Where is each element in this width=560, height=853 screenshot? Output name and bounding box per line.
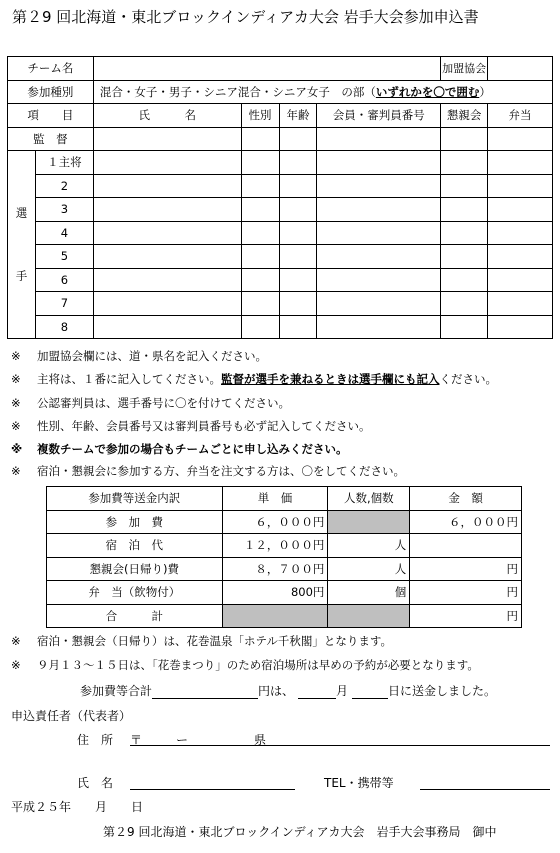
cell[interactable] — [441, 198, 488, 222]
cell[interactable] — [317, 292, 441, 316]
player-number: 3 — [35, 198, 93, 222]
fee-col-amount: 金 額 — [410, 487, 522, 511]
fee-table — [46, 486, 522, 628]
col-name: 氏 名 — [93, 104, 241, 128]
cell[interactable] — [488, 221, 553, 245]
fee-price: ８，７００円 — [222, 557, 328, 581]
postal-dash: ー — [176, 733, 189, 747]
cell[interactable] — [241, 127, 279, 151]
cell[interactable] — [488, 127, 553, 151]
cell[interactable] — [93, 151, 241, 175]
note-1: ※ 加盟協会欄には、道・県名を記入ください。 — [11, 349, 267, 363]
fee-amount[interactable]: 円 — [410, 557, 522, 581]
address-label: 住 所 — [77, 733, 114, 747]
fee-price: 800円 — [222, 581, 328, 605]
player-number: 8 — [35, 315, 93, 339]
cell[interactable] — [279, 315, 317, 339]
cell[interactable] — [441, 127, 488, 151]
note-6: ※ 宿泊・懇親会に参加する方、弁当を注文する方は、〇をしてください。 — [11, 464, 405, 478]
cell[interactable] — [241, 151, 279, 175]
date-line: 平成２５年 月 日 — [11, 800, 144, 814]
cell[interactable] — [93, 221, 241, 245]
cell[interactable] — [241, 221, 279, 245]
cell[interactable] — [488, 268, 553, 292]
cell[interactable] — [488, 292, 553, 316]
note-2: ※ 主将は、１番に記入してください。監督が選手を兼ねるときは選手欄にも記入ください。 — [11, 372, 497, 386]
cell[interactable] — [279, 151, 317, 175]
cell[interactable] — [93, 127, 241, 151]
player-number: 4 — [35, 221, 93, 245]
coach-label: 監 督 — [8, 127, 94, 151]
tel-field[interactable] — [420, 789, 550, 790]
sending-line: 参加費等合計 円は、 月 日に送金しました。 — [80, 684, 497, 698]
cell[interactable] — [488, 315, 553, 339]
fee-item: 合 計 — [47, 604, 223, 628]
cell[interactable] — [488, 151, 553, 175]
address-field[interactable] — [130, 745, 550, 746]
pref-label: 県 — [254, 733, 267, 747]
team-name-field[interactable] — [93, 57, 440, 81]
cell[interactable] — [241, 198, 279, 222]
player-number: 6 — [35, 268, 93, 292]
name-label: 氏 名 — [77, 776, 114, 790]
fee-amount[interactable] — [410, 534, 522, 558]
fee-count[interactable]: 人 — [328, 534, 410, 558]
fee-item: 弁 当（飲物付） — [47, 581, 223, 605]
tel-label: TEL・携帯等 — [324, 776, 394, 790]
note-3: ※ 公認審判員は、選手番号に〇を付けてください。 — [11, 396, 290, 410]
fee-amount: ６，０００円 — [410, 510, 522, 534]
cell[interactable] — [317, 221, 441, 245]
fee-col-count: 人数,個数 — [328, 487, 410, 511]
fee-price — [222, 604, 328, 628]
player-number: 5 — [35, 245, 93, 269]
cell[interactable] — [241, 174, 279, 198]
player-number: 2 — [35, 174, 93, 198]
postal-mark: 〒 — [130, 733, 143, 747]
cell[interactable] — [441, 174, 488, 198]
fee-count[interactable]: 個 — [328, 581, 410, 605]
cell[interactable] — [93, 315, 241, 339]
cell[interactable] — [317, 174, 441, 198]
total-amount-field[interactable] — [152, 698, 258, 699]
cell[interactable] — [441, 245, 488, 269]
cell[interactable] — [441, 315, 488, 339]
note-5: ※ 複数チームで参加の場合もチームごとに申し込みください。 — [11, 442, 348, 456]
col-gender: 性別 — [241, 104, 279, 128]
note-7: ※ 宿泊・懇親会（日帰り）は、花巻温泉「ホテル千秋閣」となります。 — [11, 634, 393, 648]
note-4: ※ 性別、年齢、会員番号又は審判員番号も必ず記入してください。 — [11, 419, 371, 433]
cell[interactable] — [241, 292, 279, 316]
page-title: 第２9 回北海道・東北ブロックインディアカ大会 岩手大会参加申込書 — [12, 8, 479, 26]
fee-item: 宿 泊 代 — [47, 534, 223, 558]
cell[interactable] — [279, 221, 317, 245]
cell[interactable] — [241, 245, 279, 269]
team-label: チーム名 — [8, 57, 94, 81]
fee-amount[interactable]: 円 — [410, 604, 522, 628]
fee-item: 懇親会(日帰り)費 — [47, 557, 223, 581]
applicant-name-field[interactable] — [130, 789, 295, 790]
cell[interactable] — [279, 245, 317, 269]
cell[interactable] — [488, 245, 553, 269]
fee-item: 参 加 費 — [47, 510, 223, 534]
cell[interactable] — [93, 292, 241, 316]
cell[interactable] — [317, 315, 441, 339]
cell[interactable] — [279, 127, 317, 151]
fee-price: ６，０００円 — [222, 510, 328, 534]
recipient: 第２9 回北海道・東北ブロックインディアカ大会 岩手大会事務局 御中 — [103, 825, 497, 839]
cell[interactable] — [317, 268, 441, 292]
player-number: １主将 — [35, 151, 93, 175]
category-options[interactable]: 混合・女子・男子・シニア混合・シニア女子 の部（いずれかを〇で囲む） — [93, 80, 552, 104]
cell[interactable] — [441, 151, 488, 175]
cell[interactable] — [241, 315, 279, 339]
cell[interactable] — [317, 151, 441, 175]
fee-price: １２，０００円 — [222, 534, 328, 558]
cell[interactable] — [93, 268, 241, 292]
cell[interactable] — [279, 198, 317, 222]
col-member-no: 会員・審判員番号 — [317, 104, 441, 128]
cell[interactable] — [241, 268, 279, 292]
cell[interactable] — [279, 174, 317, 198]
fee-count — [328, 604, 410, 628]
col-item: 項 目 — [8, 104, 94, 128]
cell[interactable] — [441, 221, 488, 245]
fee-col-price: 単 価 — [222, 487, 328, 511]
player-number: 7 — [35, 292, 93, 316]
col-age: 年齢 — [279, 104, 317, 128]
month-field[interactable] — [298, 698, 336, 699]
cell[interactable] — [317, 127, 441, 151]
note-8: ※ ９月１３～１５日は、「花巻まつり」のため宿泊場所は早めの予約が必要となります。 — [11, 658, 479, 672]
cell[interactable] — [279, 292, 317, 316]
fee-count[interactable]: 人 — [328, 557, 410, 581]
cell[interactable] — [93, 174, 241, 198]
cell[interactable] — [488, 198, 553, 222]
entry-table — [7, 56, 553, 339]
fee-amount[interactable]: 円 — [410, 581, 522, 605]
cell[interactable] — [93, 245, 241, 269]
cell[interactable] — [441, 292, 488, 316]
category-label: 参加種別 — [8, 80, 94, 104]
cell[interactable] — [488, 174, 553, 198]
fee-col-item: 参加費等送金内訳 — [47, 487, 223, 511]
day-field[interactable] — [352, 698, 388, 699]
cell[interactable] — [93, 198, 241, 222]
cell[interactable] — [441, 268, 488, 292]
player-group-label: 選 手 — [8, 151, 36, 339]
applicant-label: 申込責任者（代表者） — [11, 709, 132, 723]
col-party: 懇親会 — [441, 104, 488, 128]
association-label: 加盟協会 — [441, 57, 488, 81]
cell[interactable] — [317, 198, 441, 222]
col-lunch: 弁当 — [488, 104, 553, 128]
category-instruction: いずれかを〇で囲む — [375, 84, 480, 99]
fee-count — [328, 510, 410, 534]
association-field[interactable] — [488, 57, 553, 81]
cell[interactable] — [279, 268, 317, 292]
cell[interactable] — [317, 245, 441, 269]
